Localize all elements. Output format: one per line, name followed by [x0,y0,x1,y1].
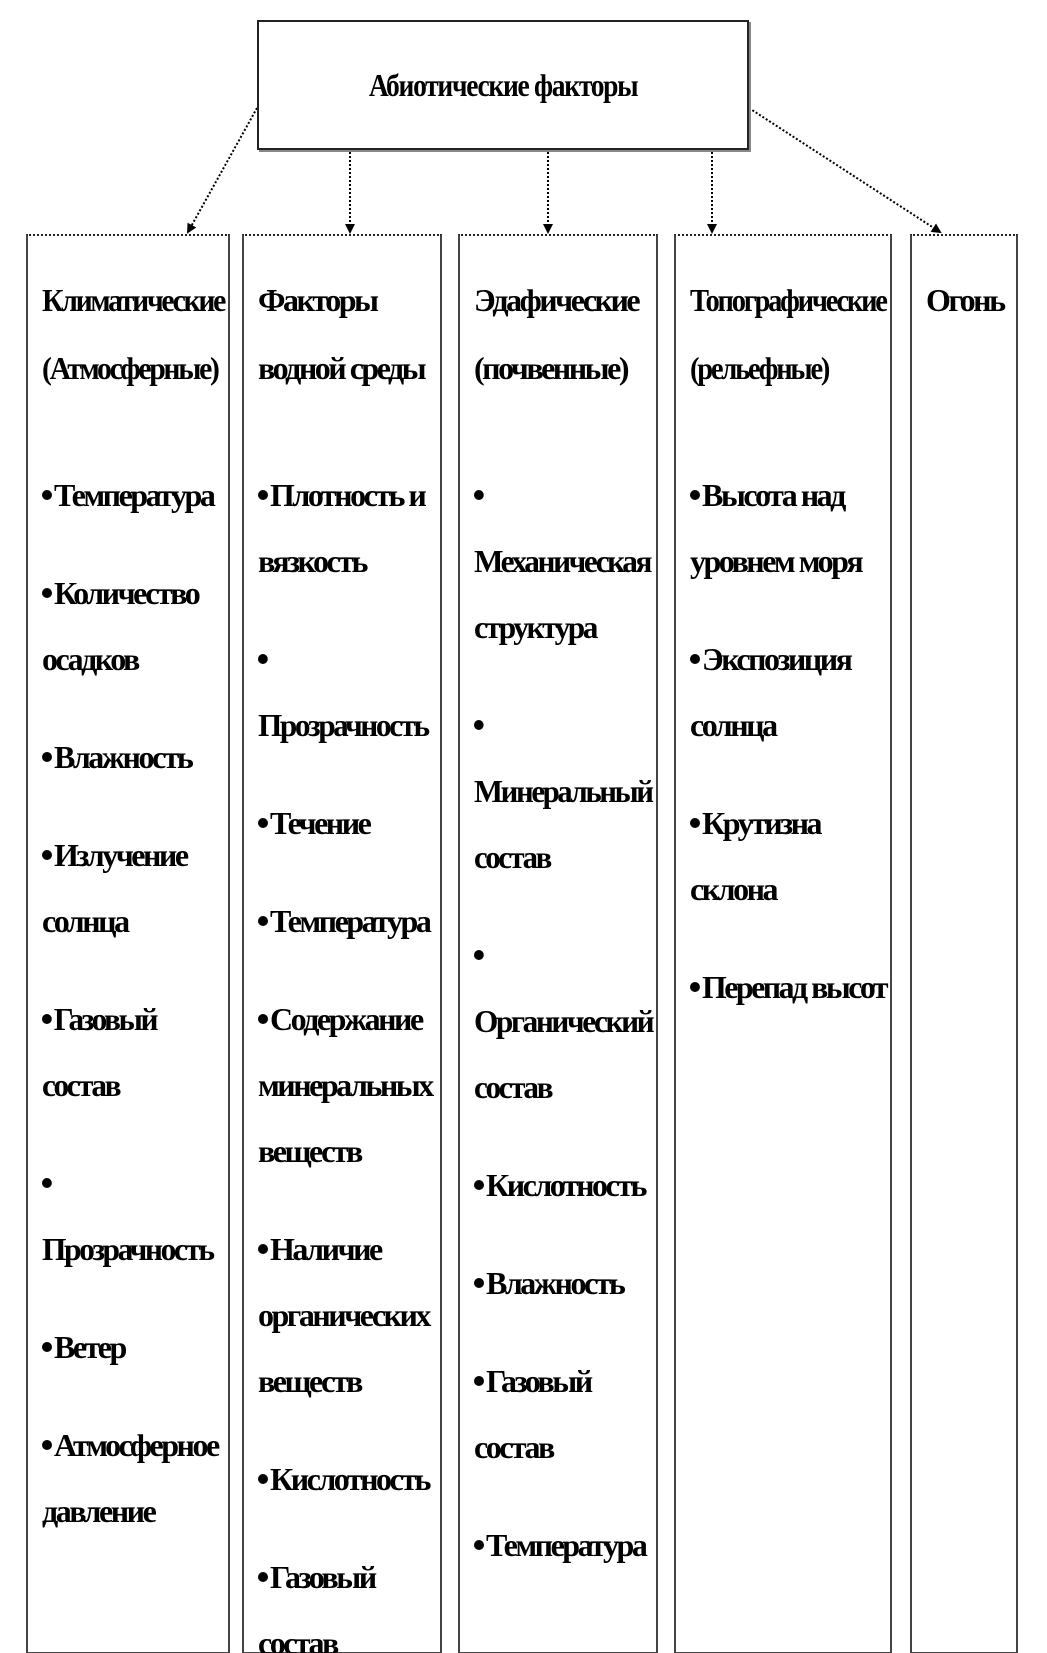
column-edaphic [458,234,658,1653]
bullet-icon [474,490,484,500]
factor-item-label: Прозрачность [42,1231,213,1267]
factor-list [42,462,228,1544]
factor-item-label: Наличие органических веществ [258,1231,429,1399]
bullet-icon [42,588,52,598]
factor-item-label: Излучение солнца [42,837,187,939]
bullet-icon [474,1180,484,1190]
factor-item [258,986,440,1184]
factor-item-label: Механическая структура [474,543,650,645]
bullet-icon [42,490,52,500]
factor-item-label: Температура [486,1527,646,1563]
factor-item-label: Атмосферное давление [42,1427,218,1529]
factor-item [474,692,652,890]
bullet-icon [474,1278,484,1288]
bullet-icon [258,1244,268,1254]
bullet-icon [474,1540,484,1550]
bullet-icon [690,818,700,828]
factor-item [690,954,886,1020]
factor-item-label: Содержание минеральных веществ [258,1001,432,1169]
bullet-icon [42,752,52,762]
factor-item [42,1150,224,1282]
factor-item-label: Прозрачность [258,707,428,743]
bullet-icon [42,1342,52,1352]
factor-item [474,1512,656,1578]
factor-item [42,1412,228,1544]
factor-item [690,462,890,594]
factor-item [258,1216,440,1414]
factor-item-label: Температура [54,477,214,513]
bullet-icon [690,490,700,500]
bullet-icon [690,982,700,992]
factor-item-label: Влажность [486,1265,624,1301]
bullet-icon [474,1376,484,1386]
bullet-icon [42,850,52,860]
factor-item [42,1314,228,1380]
bullet-icon [690,654,700,664]
factor-item-label: Плотность и вязкость [258,477,425,579]
factor-item [42,462,228,528]
column-water-environment [242,234,442,1653]
factor-item [474,1250,656,1316]
bullet-icon [42,1440,52,1450]
factor-item [258,626,436,758]
factor-item [474,1152,656,1218]
factor-item [690,626,890,758]
column-fire [910,234,1018,1653]
factor-item-label: Органический состав [474,1003,653,1105]
factor-item [42,986,224,1118]
factor-item-label: Влажность [54,739,192,775]
factor-item-label: Кислотность [270,1461,429,1497]
column-title: Факторы водной среды [258,282,425,386]
bullet-icon [258,1474,268,1484]
root-title: Абиотические факторы [368,66,638,103]
factor-item-label: Перепад высот [701,969,886,1005]
bullet-icon [258,916,268,926]
factor-item [258,1446,440,1512]
factor-item [42,724,228,790]
bullet-icon [258,490,268,500]
bullet-icon [42,1014,52,1024]
column-title: Топографические (рельефные) [690,282,886,386]
factor-item [258,462,440,594]
factor-item-label: Экспозиция солнца [690,641,851,743]
factor-item-label: Газовый состав [42,1001,157,1103]
factor-item-label: Ветер [54,1329,125,1365]
factor-item-label: Кислотность [486,1167,645,1203]
factor-item [258,790,440,856]
column-title: Эдафические (почвенные) [474,282,639,386]
factor-item [474,462,652,660]
factor-item-label: Минеральный состав [474,773,652,875]
bullet-icon [258,818,268,828]
bullet-icon [258,654,268,664]
factor-item-label: Температура [270,903,430,939]
factor-list [258,462,440,1653]
root-factor-box [257,20,749,150]
factor-item [690,790,890,922]
bullet-icon [258,1014,268,1024]
bullet-icon [258,1572,268,1582]
factor-item-label: Высота над уровнем моря [690,477,862,579]
factor-item [474,1348,656,1480]
factor-item-label: Крутизна склона [690,805,821,907]
arrow-to-fire [749,108,940,232]
factor-item [42,560,228,692]
factor-item [474,922,652,1120]
column-topographic [674,234,892,1653]
factor-item-label: Количество осадков [42,575,199,677]
arrow-to-climatic [188,108,257,232]
bullet-icon [474,720,484,730]
factor-list [690,462,890,1020]
factor-item [258,1544,440,1653]
column-climatic [26,234,230,1653]
factor-list [474,462,656,1578]
factor-item [42,822,228,954]
bullet-icon [42,1178,52,1188]
factor-item-label: Течение [270,805,370,841]
column-title: Климатические (Атмосферные) [42,282,225,386]
factor-item [258,888,440,954]
bullet-icon [474,950,484,960]
column-title: Огонь [926,282,1004,318]
factor-item-label: Газовый состав [258,1559,375,1653]
factor-item-label: Газовый состав [474,1363,591,1465]
